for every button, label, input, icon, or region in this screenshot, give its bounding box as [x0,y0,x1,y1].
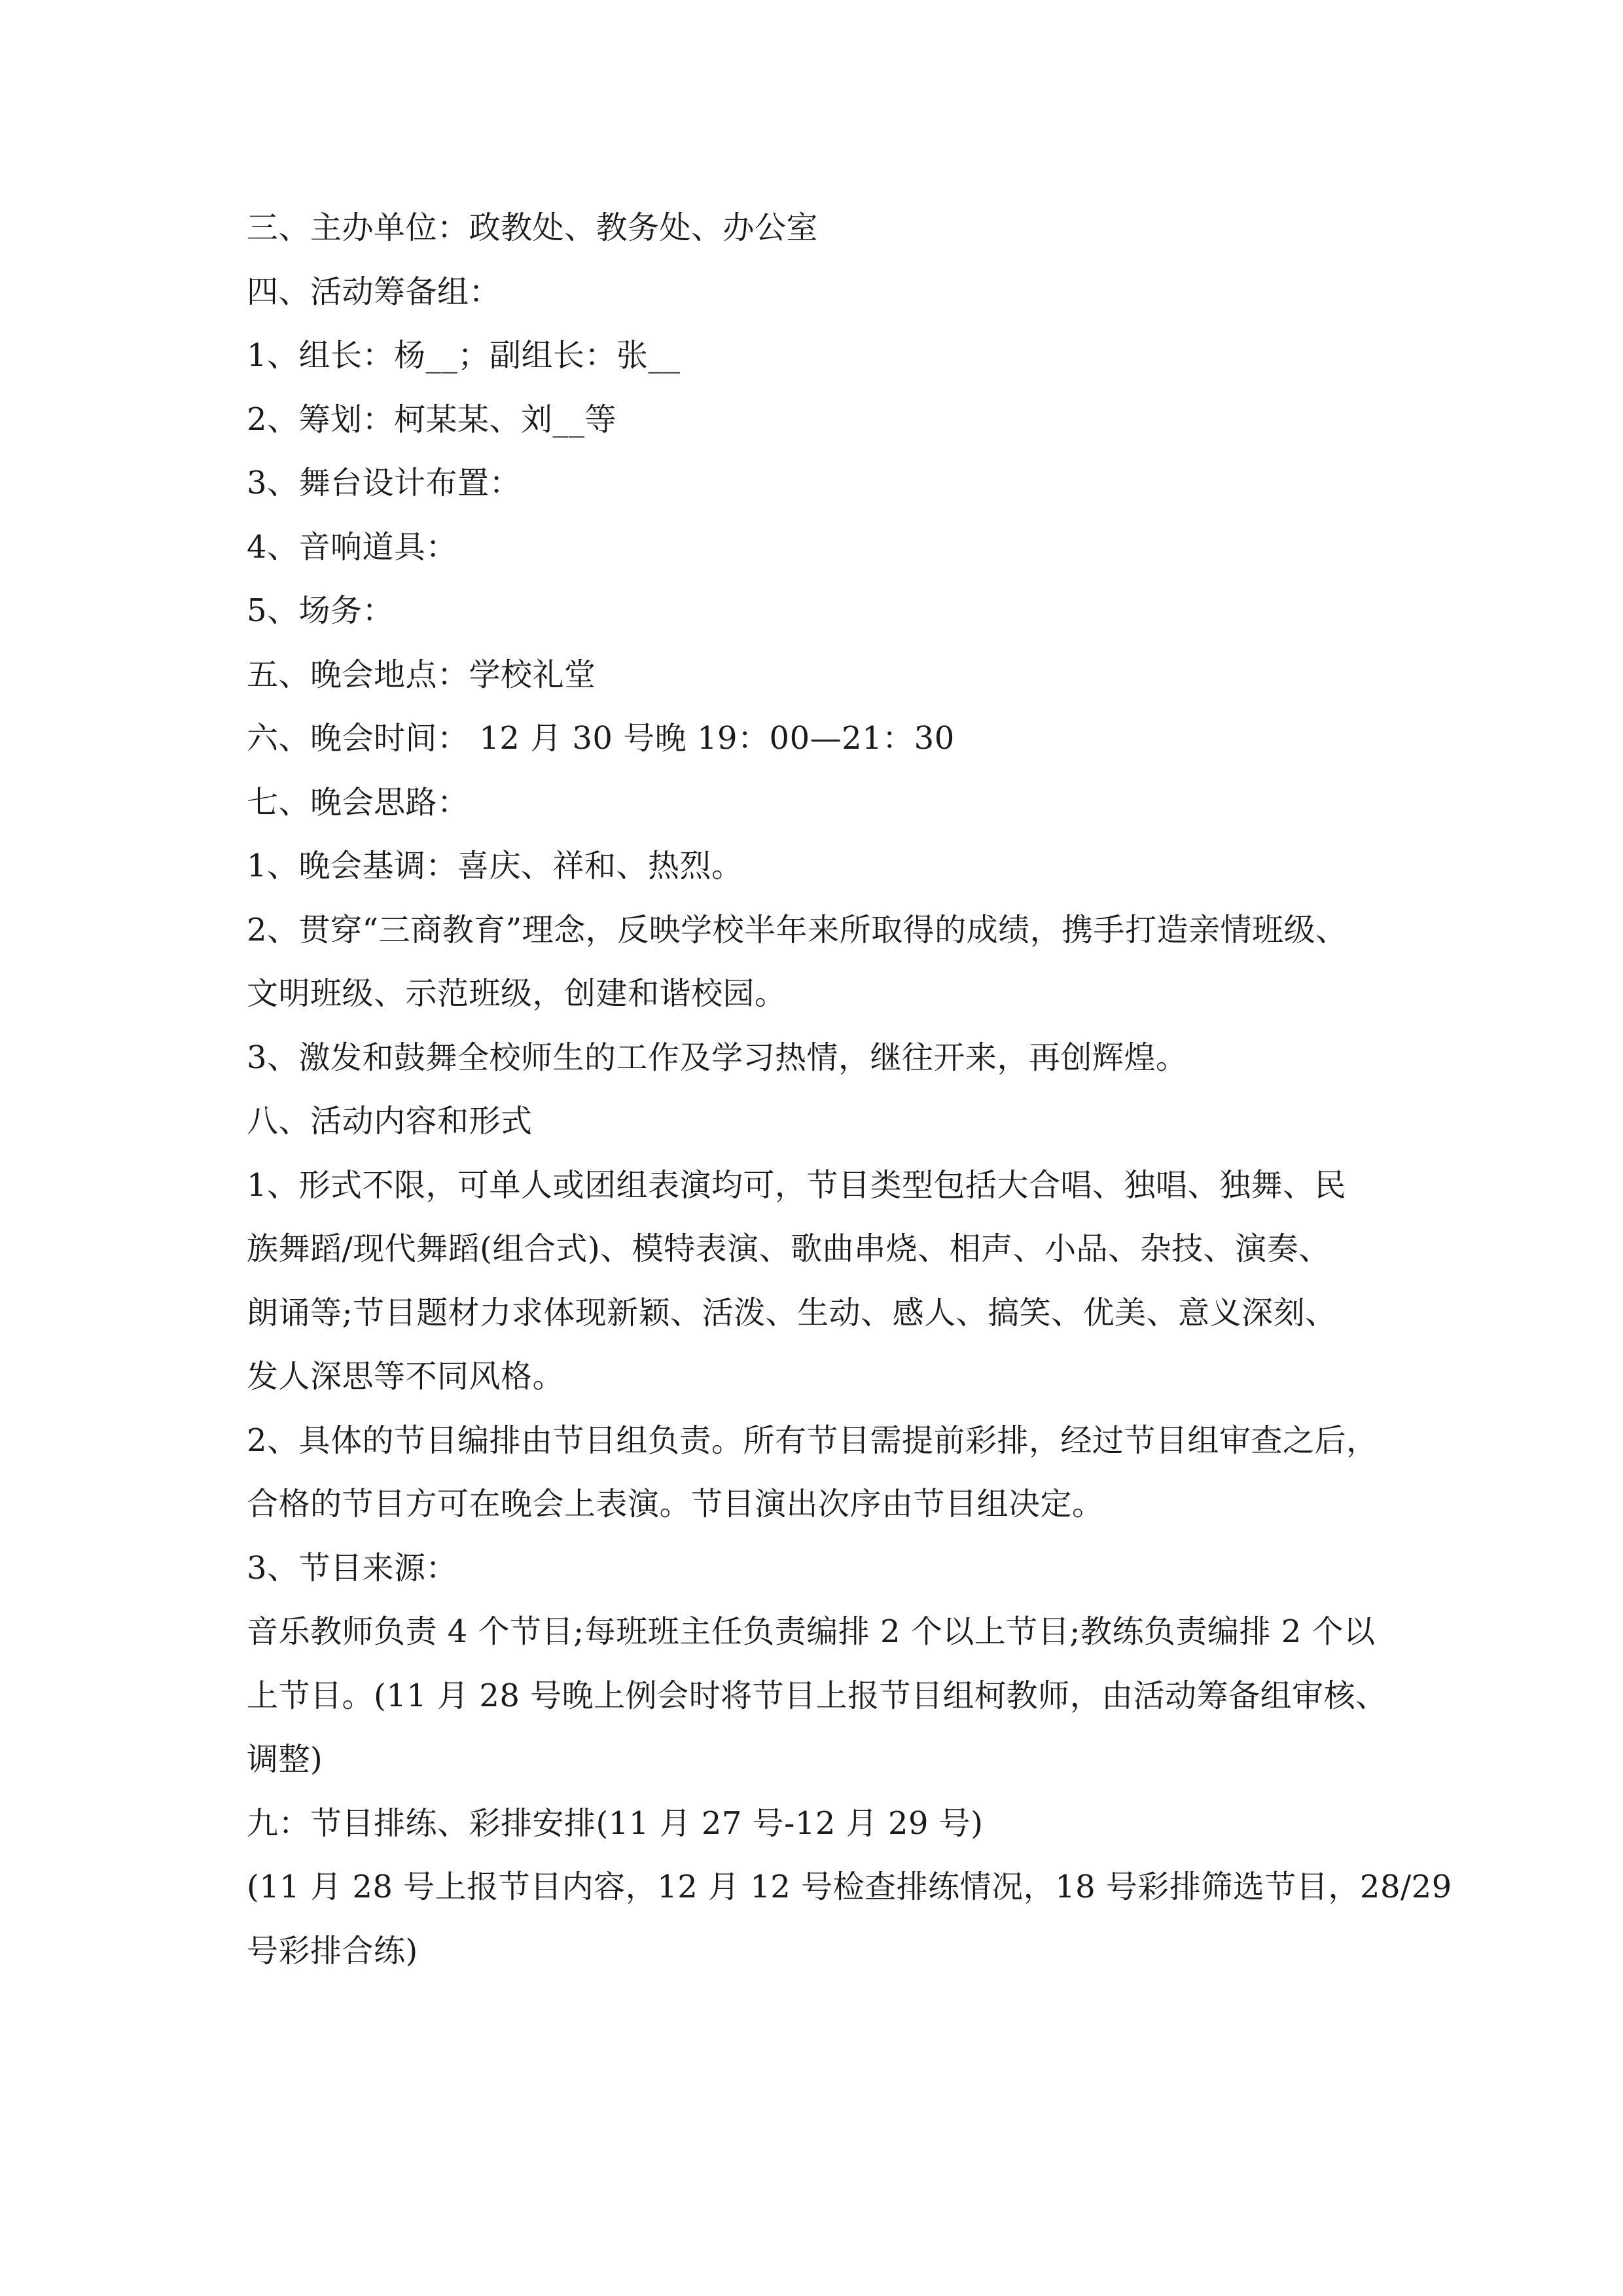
line-source-heading: 3、节目来源： [247,1549,458,1587]
line-inspire: 3、激发和鼓舞全校师生的工作及学习热情，继往开来，再创辉煌。 [247,1039,1188,1076]
line-venue-staff: 5、场务： [247,592,395,629]
line-form-3: 朗诵等;节目题材力求体现新颖、活泼、生动、感人、搞笑、优美、意义深刻、 [247,1294,1337,1331]
line-planning: 2、筹划：柯某某、刘__等 [247,401,617,438]
line-rehearsal-1: (11 月 28 号上报节目内容，12 月 12 号检查排练情况，18 号彩排筛选节目，28/29 [247,1869,1452,1905]
line-form-2: 族舞蹈/现代舞蹈(组合式)、模特表演、歌曲串烧、相声、小品、杂技、演奏、 [247,1230,1330,1267]
line-source-1: 音乐教师负责 4 个节目;每班班主任负责编排 2 个以上节目;教练负责编排 2 个以 [247,1613,1376,1650]
line-content-heading: 八、活动内容和形式 [247,1103,533,1139]
line-sound-props: 4、音响道具： [247,528,458,565]
document-body [247,196,1452,1983]
line-ideas-heading: 七、晚会思路： [247,783,469,821]
line-arrangement-2: 合格的节目方可在晚会上表演。节目演出次序由节目组决定。 [247,1486,1104,1522]
line-source-3: 调整) [247,1741,323,1778]
line-tone: 1、晚会基调：喜庆、祥和、热烈。 [247,848,743,884]
line-concept-2: 文明班级、示范班级，创建和谐校园。 [247,975,787,1012]
line-concept-1: 2、贯穿“三商教育”理念，反映学校半年来所取得的成绩，携手打造亲情班级、 [247,911,1347,948]
line-organizer: 三、主办单位：政教处、教务处、办公室 [247,209,819,246]
line-prep-group-heading: 四、活动筹备组： [247,273,501,310]
line-form-4: 发人深思等不同风格。 [247,1358,565,1395]
line-time: 六、晚会时间： 12 月 30 号晚 19：00—21：30 [247,720,955,757]
line-arrangement-1: 2、具体的节目编排由节目组负责。所有节目需提前彩排，经过节目组审查之后， [247,1422,1378,1459]
line-rehearsal-heading: 九：节目排练、彩排安排(11 月 27 号-12 月 29 号) [247,1804,984,1842]
line-group-leader: 1、组长：杨__；副组长：张__ [247,337,681,374]
line-location: 五、晚会地点：学校礼堂 [247,656,596,693]
line-source-2: 上节目。(11 月 28 号晚上例会时将节目上报节目组柯教师，由活动筹备组审核、 [247,1677,1387,1714]
line-form-1: 1、形式不限，可单人或团组表演均可，节目类型包括大合唱、独唱、独舞、民 [247,1166,1347,1204]
line-rehearsal-2: 号彩排合练) [247,1932,418,1969]
line-stage-design: 3、舞台设计布置： [247,465,522,501]
